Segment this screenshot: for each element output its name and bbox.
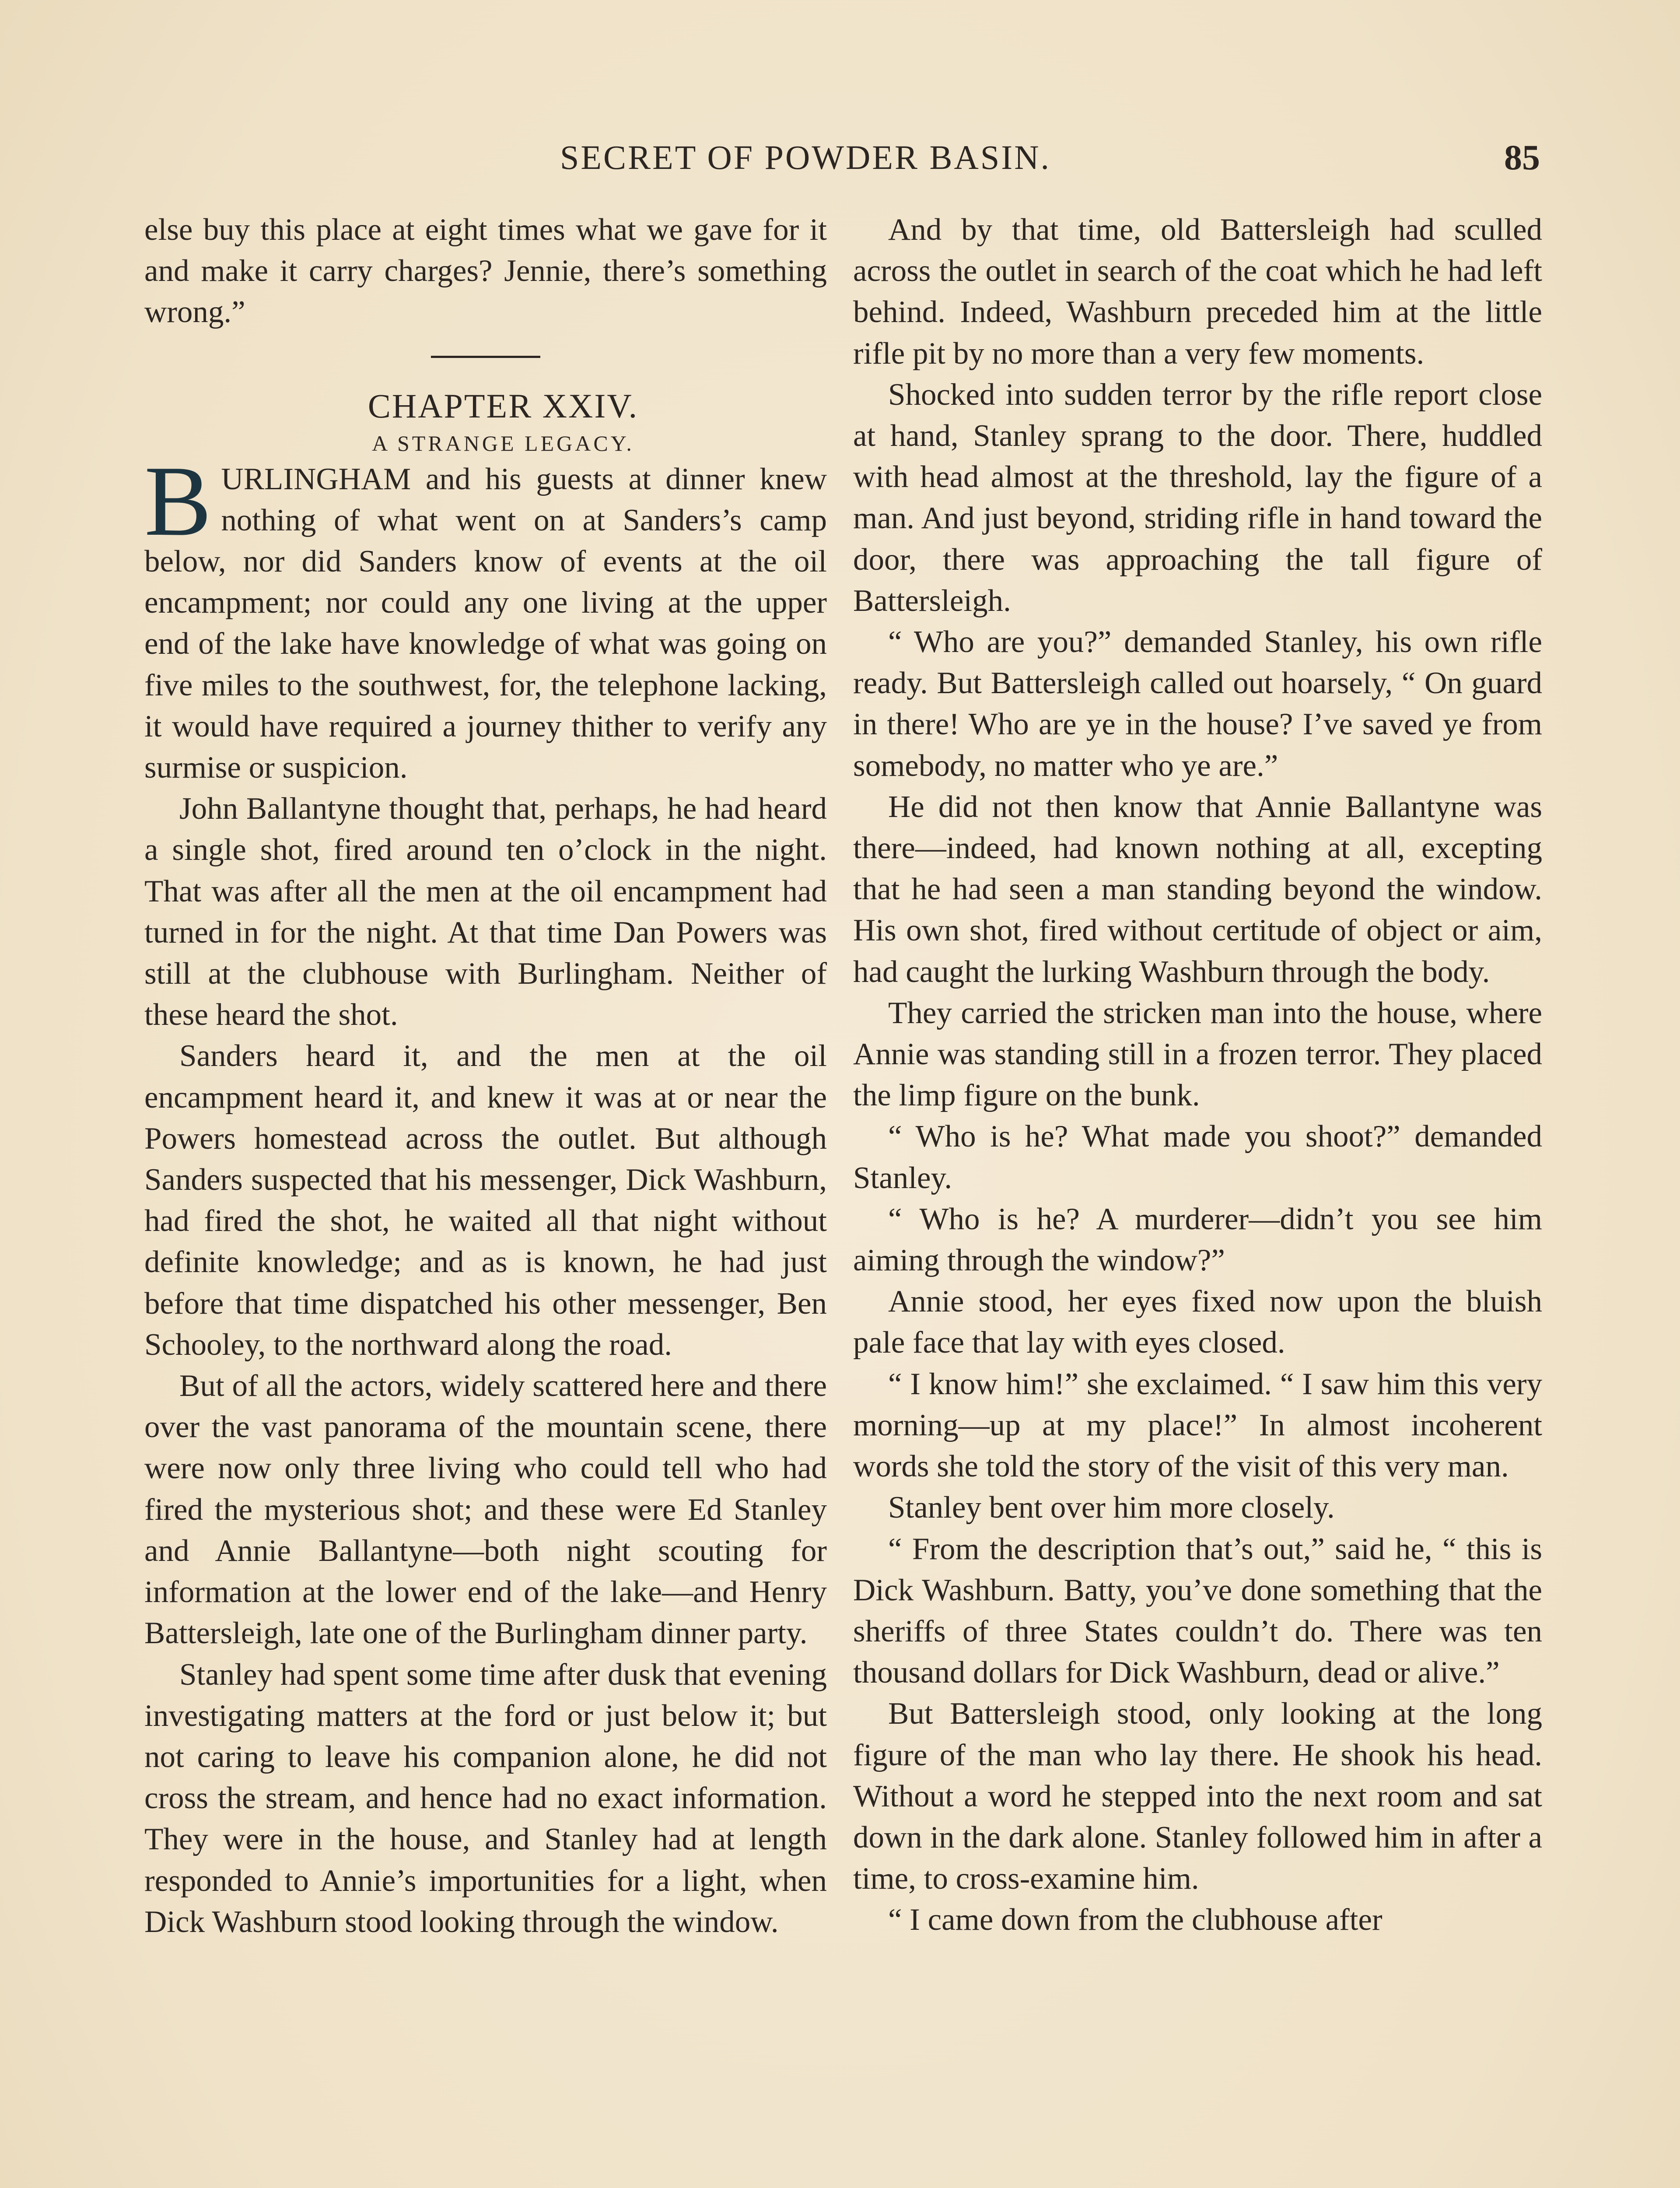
paragraph: “ From the description that’s out,” said he, “ this is Dick Washburn. Batty, you’ve done something that the sheriffs of three States couldn’t do. There was ten thousand dollars for Dick Washburn, dead or alive.”: [853, 1532, 1542, 1690]
paragraph: “ Who are you?” demanded Stanley, his own rifle ready. But Battersleigh called out hoarsely, “ On guard in there! Who are ye in the house? I’ve saved ye from somebody, no matter who ye are.”: [853, 625, 1542, 783]
paragraph: Stanley bent over him more closely.: [888, 1490, 1335, 1525]
chapter-title: CHAPTER XXIV.: [368, 386, 639, 425]
paragraph: John Ballantyne thought that, perhaps, he had heard a single shot, fired around ten o’clock in the night. That was after all the men at the oil encampment had turned in for the night. At that time Dan Powers was still at the clubhouse with Burlingham. Neither of these heard the shot.: [144, 792, 827, 1032]
paragraph: “ Who is he? A murderer—didn’t you see him aiming through the window?”: [853, 1202, 1542, 1278]
paragraph: “ I came down from the clubhouse after: [888, 1903, 1382, 1937]
paragraph: Sanders heard it, and the men at the oil encampment heard it, and knew it was at or near the Powers homestead across the outlet. But although Sanders suspected that his messenger, Dick Washburn, had fired the shot, he waited all that night without definite knowledge; and as is known, he had just before that time dispatched his other messenger, Ben Schooley, to the northward along the road.: [144, 1039, 827, 1362]
paragraph: But Battersleigh stood, only looking at the long figure of the man who lay there. He shook his head. Without a word he stepped into the next room and sat down in the dark alone. Stanley followed him in after a time, to cross-examine him.: [853, 1697, 1542, 1896]
section-divider: [431, 356, 540, 358]
paragraph: He did not then know that Annie Ballantyne was there—indeed, had known nothing at all, excepting that he had seen a man standing beyond the window. His own shot, fired without certitude of object or aim, had caught the lurking Washburn through the body.: [853, 789, 1542, 989]
chapter-first-paragraph: [144, 445, 827, 789]
left-column: [144, 209, 827, 1943]
chapter-subtitle: A STRANGE LEGACY.: [372, 431, 634, 456]
running-header: [0, 131, 1680, 184]
paragraph-text: URLINGHAM and his guests at dinner knew nothing of what went on at Sanders’s camp below, nor did Sanders know of events at the oil encampment; nor could any one living at the upper end of the lake have knowledge of what was going on five miles to the southwest, for, the telephone lacking, it would have required a journey thither to verify any surmise or suspicion.: [144, 462, 827, 785]
running-title: SECRET OF POWDER BASIN.: [560, 138, 1051, 176]
paragraph: Shocked into sudden terror by the rifle report close at hand, Stanley sprang to the door. There, huddled with head almost at the threshold, lay the figure of a man. And just beyond, striding rifle in hand toward the door, there was approaching the tall figure of Battersleigh.: [853, 377, 1542, 618]
drop-cap: B: [144, 445, 212, 557]
right-column: [853, 209, 1542, 1941]
paragraph: But of all the actors, widely scattered here and there over the vast panorama of the mountain scene, there were now only three living who could tell who had fired the mysterious shot; and these were Ed Stanley and Annie Ballantyne—both night scouting for information at the lower end of the lake—and Henry Battersleigh, late one of the Burlingham dinner party.: [144, 1369, 827, 1651]
paragraph: “ I know him!” she exclaimed. “ I saw him this very morning—up at my place!” In almost incoherent words she told the story of the visit of this very man.: [853, 1367, 1542, 1484]
paragraph: They carried the stricken man into the house, where Annie was standing still in a frozen terror. They placed the limp figure on the bunk.: [853, 996, 1542, 1113]
opening-paragraph: else buy this place at eight times what we gave for it and make it carry charges? Jennie, there’s something wrong.”: [144, 213, 827, 330]
paragraph: And by that time, old Battersleigh had sculled across the outlet in search of the coat which he had left behind. Indeed, Washburn preceded him at the little rifle pit by no more than a very few moments.: [853, 213, 1542, 371]
paragraph: “ Who is he? What made you shoot?” demanded Stanley.: [853, 1119, 1542, 1195]
page-number: 85: [1504, 137, 1540, 177]
paragraph: Stanley had spent some time after dusk that evening investigating matters at the ford or just below it; but not caring to leave his companion alone, he did not cross the stream, and hence had no exact information. They were in the house, and Stanley had at length responded to Annie’s importunities for a light, when Dick Washburn stood looking through the window.: [144, 1657, 827, 1939]
paragraph: Annie stood, her eyes fixed now upon the bluish pale face that lay with eyes closed.: [853, 1284, 1542, 1360]
